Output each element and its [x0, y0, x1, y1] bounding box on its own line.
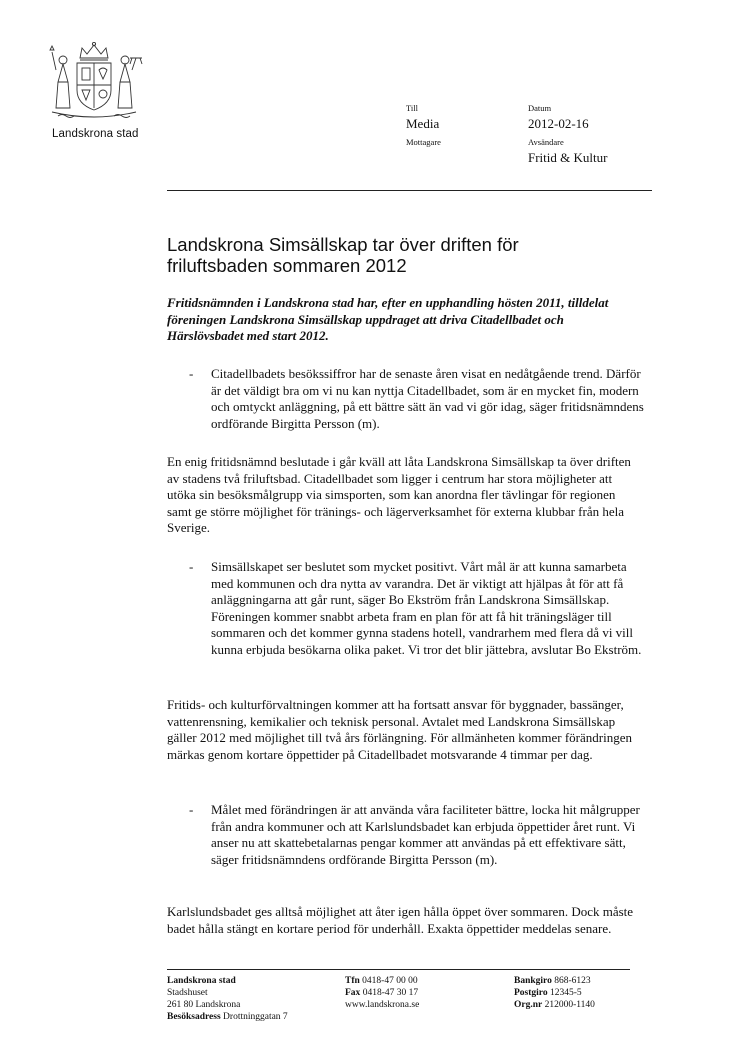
footer-tfn-value: 0418-47 00 00 — [362, 976, 418, 986]
footer-postal: 261 80 Landskrona — [167, 1000, 241, 1010]
org-name: Landskrona stad — [52, 128, 139, 140]
quote-dash-3: - — [189, 802, 194, 817]
footer-fax-value: 0418-47 30 17 — [362, 988, 419, 998]
footer-fax-label: Fax — [345, 988, 361, 998]
avsandare-value: Fritid & Kultur — [528, 150, 608, 165]
footer-postgiro-label: Postgiro — [514, 988, 548, 998]
quote-paragraph-3: Målet med förändringen är att använda våra faciliteter bättre, locka hit målgrupper från andra kommuner och att Karlslundsbadet kan erbjuda öppettider året runt. Vi anser nu att skattebetalarnas pengar kommer att användas på ett effektivare sätt, säger fritidsnämndens ordförande Birgitta Persson (m). — [211, 802, 640, 867]
footer-bankgiro-value: 868-6123 — [554, 976, 591, 986]
datum-label: Datum — [528, 103, 552, 113]
till-label: Till — [406, 103, 418, 113]
footer-building: Stadshuset — [167, 988, 208, 998]
mottagare-label: Mottagare — [406, 137, 441, 147]
coat-of-arms-logo — [44, 38, 144, 126]
footer-org-name: Landskrona stad — [167, 976, 236, 986]
quote-dash-2: - — [189, 559, 194, 574]
footer-address — [167, 975, 288, 1023]
header-divider — [167, 190, 652, 191]
datum-value: 2012-02-16 — [528, 116, 589, 131]
footer-orgnr-value: 212000-1140 — [544, 1000, 595, 1010]
footer-visit-label: Besöksadress — [167, 1012, 221, 1022]
till-value: Media — [406, 116, 440, 131]
avsandare-label: Avsändare — [528, 137, 564, 147]
body-paragraph-1: En enig fritidsnämnd beslutade i går kväll att låta Landskrona Simsällskap ta över driften av stadens två friluftsbad. Citadellbadet som ligger i centrum har stora möjligheter att utöka sin besöksmålgrupp via simsporten, som kan anordna fler tävlingar för regionen samt ge större möjlighet för tränings- och lägerverksamhet för externa klubbar från hela Sverige. — [167, 454, 631, 535]
quote-paragraph-1: Citadellbadets besökssiffror har de senaste åren visat en nedåtgående trend. Därför är det väldigt bra om vi nu kan nyttja Citadellbadet, som är en mycket fin, modern och omtyckt anläggning, på ett bättre sätt än vad vi gör idag, säger fritidsnämndens ordförande Birgitta Persson (m). — [211, 366, 644, 431]
intro-paragraph: Fritidsnämnden i Landskrona stad har, efter en upphandling hösten 2011, tilldelat föreningen Landskrona Simsällskap uppdraget att driva Citadellbadet och Härslövsbadet med start 2012. — [167, 295, 609, 343]
quote-dash-1: - — [189, 366, 194, 381]
headline-line-1: Landskrona Simsällskap tar över driften för — [167, 234, 519, 255]
footer-postgiro-value: 12345-5 — [549, 988, 582, 998]
quote-paragraph-2: Simsällskapet ser beslutet som mycket positivt. Vårt mål är att kunna samarbeta med kommunen och dra nytta av varandra. Det är viktigt att hjälpas åt för att få anläggningarna att går runt, säger Bo Ekström från Landskrona Simsällskap. Föreningen kommer snabbt arbeta fram en plan för att få hit träningsläger till sommaren och det kommer gynna stadens hotell, vandrarhem med flera då vi vill kunna erbjuda besökarna olika paket. Vi tror det blir jättebra, avslutar Bo Ekström. — [211, 559, 642, 657]
footer-tfn-label: Tfn — [345, 976, 360, 986]
footer-accounts — [514, 975, 595, 1011]
footer-divider — [167, 969, 630, 970]
footer-web-link[interactable]: www.landskrona.se — [345, 1000, 420, 1010]
footer-contact — [345, 975, 419, 1011]
footer-orgnr-label: Org.nr — [514, 1000, 543, 1010]
body-paragraph-3: Karlslundsbadet ges alltså möjlighet att åter igen hålla öppet över sommaren. Dock måste badet hålla stängt en kortare period för underhåll. Exakta öppettider meddelas senare. — [167, 904, 634, 936]
body-paragraph-2: Fritids- och kulturförvaltningen kommer att ha fortsatt ansvar för byggnader, bassänger, vattenrensning, kemikalier och teknisk personal. Avtalet med Landskrona Simsällskap gäller 2012 med möjlighet till två års förlängning. För allmänheten kommer förändringen märkas genom kortare öppettider på Citadellbadet motsvarande 4 timmar per dag. — [167, 697, 632, 762]
footer-bankgiro-label: Bankgiro — [514, 976, 552, 986]
footer-visit-value: Drottninggatan 7 — [223, 1012, 288, 1022]
headline-line-2: friluftsbaden sommaren 2012 — [167, 255, 407, 276]
headline — [167, 234, 627, 276]
